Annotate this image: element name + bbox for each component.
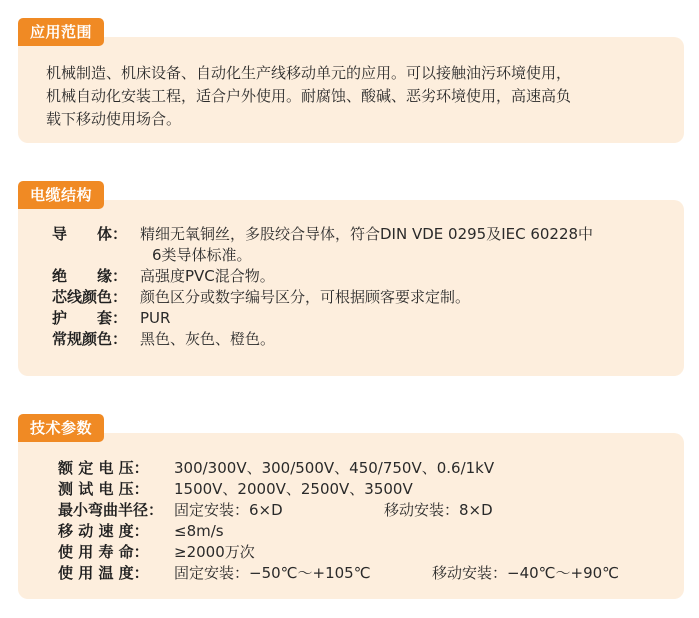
- technical-value: 300/300V、300/500V、450/750V、0.6/1kV: [174, 459, 495, 477]
- structure-value: 高强度PVC混合物。: [140, 267, 275, 285]
- technical-value: 1500V、2000V、2500V、3500V: [174, 480, 413, 498]
- structure-value-continued: 6类导体标准。: [152, 246, 252, 264]
- structure-value: PUR: [140, 309, 171, 327]
- structure-label: 芯线颜色：: [52, 288, 128, 306]
- technical-label: 使 用 温 度：: [58, 564, 149, 582]
- structure-label: 导 体：: [52, 225, 128, 243]
- technical-value: ≥2000万次: [174, 543, 255, 561]
- technical-title: 技术参数: [18, 414, 104, 442]
- application-line-2: 机械自动化安装工程，适合户外使用。耐腐蚀、酸碱、恶劣环境使用，高速高负: [46, 87, 572, 105]
- technical-label: 使 用 寿 命：: [58, 543, 149, 561]
- technical-label: 额 定 电 压：: [58, 459, 149, 477]
- technical-value: 固定安装：6×D: [174, 501, 283, 519]
- technical-value-secondary: 移动安装：−40℃～+90℃: [432, 564, 620, 582]
- structure-label: 常规颜色：: [52, 330, 128, 348]
- technical-value: 固定安装：−50℃～+105℃: [174, 564, 371, 582]
- structure-title: 电缆结构: [18, 181, 104, 209]
- application-line-3: 载下移动使用场合。: [46, 110, 182, 128]
- structure-label: 护 套：: [52, 309, 128, 327]
- technical-label: 移 动 速 度：: [58, 522, 149, 540]
- structure-value: 颜色区分或数字编号区分，可根据顾客要求定制。: [140, 288, 471, 306]
- structure-value: 精细无氧铜丝，多股绞合导体，符合DIN VDE 0295及IEC 60228中: [140, 225, 594, 243]
- technical-value: ≤8m/s: [174, 522, 224, 540]
- application-title: 应用范围: [18, 18, 104, 46]
- structure-label: 绝 缘：: [52, 267, 128, 285]
- technical-value-secondary: 移动安装：8×D: [384, 501, 493, 519]
- application-line-1: 机械制造、机床设备、自动化生产线移动单元的应用。可以接触油污环境使用，: [46, 64, 572, 82]
- technical-label: 最小弯曲半径：: [58, 501, 164, 519]
- technical-label: 测 试 电 压：: [58, 480, 149, 498]
- structure-value: 黑色、灰色、橙色。: [140, 330, 276, 348]
